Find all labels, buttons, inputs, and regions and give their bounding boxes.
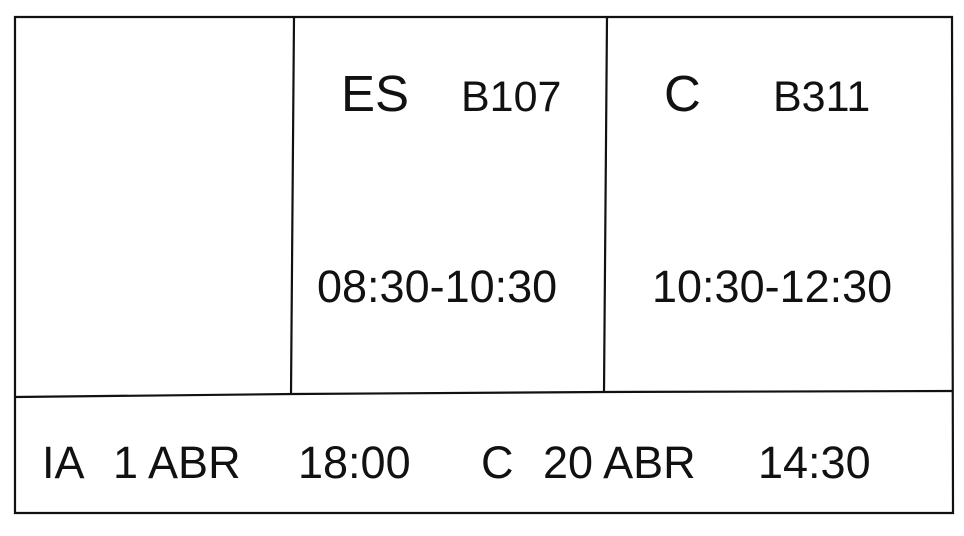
exam-subject: IA (42, 437, 85, 488)
empty-cell (16, 18, 291, 394)
session-room: B107 (461, 73, 562, 121)
exam-time: 18:00 (298, 437, 411, 488)
session-room: B311 (773, 73, 871, 121)
exam-date: 20 ABR (543, 437, 696, 488)
exam-time: 14:30 (758, 437, 871, 488)
session-subject: ES (341, 65, 410, 122)
exam-date: 1 ABR (113, 437, 241, 488)
exam-subject: C (481, 437, 514, 488)
session-time: 10:30-12:30 (652, 261, 893, 312)
session-time: 08:30-10:30 (317, 261, 558, 312)
session-subject: C (664, 65, 701, 122)
